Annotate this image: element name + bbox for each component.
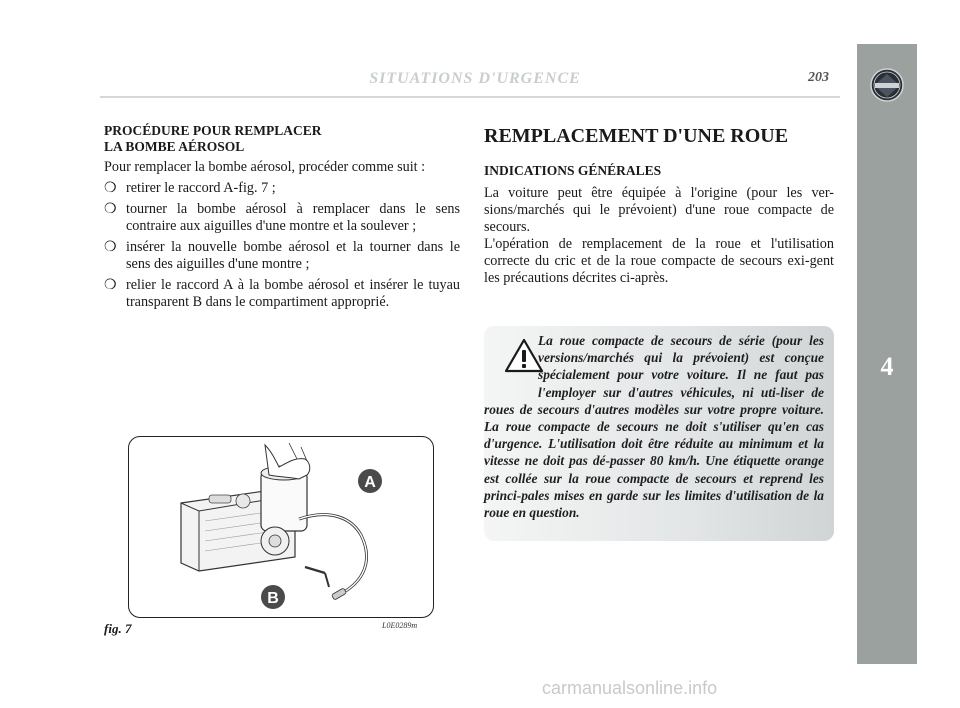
step-text: insérer la nouvelle bombe aérosol et la tourner dans le sens des aiguilles d'une montre ;: [126, 239, 460, 272]
lancia-logo-icon: [870, 68, 904, 102]
right-column: [484, 124, 834, 287]
list-item: [104, 201, 460, 235]
general-para-1: La voiture peut être équipée à l'origine (pour les ver-sions/marchés qui le prévoient) d'une roue compacte de secours.: [484, 185, 834, 235]
list-item: [104, 277, 460, 311]
left-column: [104, 123, 460, 315]
list-item: [104, 180, 460, 197]
compressor-illustration: [129, 437, 433, 617]
figure-7: [128, 436, 434, 618]
bullet-mark: ❍: [104, 202, 117, 217]
procedure-heading: [104, 123, 460, 155]
bullet-mark: ❍: [104, 240, 117, 255]
procedure-heading-line2: LA BOMBE AÉROSOL: [104, 139, 245, 154]
chapter-number: 4: [880, 352, 894, 381]
label-a: A: [364, 474, 376, 491]
icon-spacer: [484, 332, 538, 384]
section-heading: REMPLACEMENT D'UNE ROUE: [484, 125, 789, 147]
step-text: relier le raccord A à la bombe aérosol et insérer le tuyau transparent B dans le compartiment approprié.: [126, 277, 460, 310]
warning-box: [484, 326, 834, 541]
section-subheading: INDICATIONS GÉNÉRALES: [484, 163, 662, 178]
running-title: SITUATIONS D'URGENCE: [369, 70, 581, 87]
bullet-mark: ❍: [104, 278, 117, 293]
list-item: [104, 239, 460, 273]
procedure-intro: Pour remplacer la bombe aérosol, procéder comme suit :: [104, 159, 426, 175]
figure-caption: fig. 7: [104, 621, 132, 636]
page-number: 203: [808, 70, 829, 85]
label-b: B: [267, 590, 279, 607]
general-para-2: L'opération de remplacement de la roue et l'utilisation correcte du cric et de la roue compacte de secours exi-gent les précautions décrites ci-après.: [484, 236, 834, 286]
site-watermark: carmanualsonline.info: [542, 678, 718, 698]
procedure-steps: [104, 180, 460, 311]
step-text: tourner la bombe aérosol à remplacer dans le sens contraire aux aiguilles d'une montre et la soulever ;: [126, 201, 460, 234]
warning-text-wrapper: [484, 332, 824, 521]
header-rule: [100, 96, 840, 98]
step-text: retirer le raccord A-fig. 7 ;: [126, 180, 276, 196]
bullet-mark: ❍: [104, 181, 117, 196]
procedure-heading-line1: PROCÉDURE POUR REMPLACER: [104, 123, 322, 138]
figure-code: L0E0289m: [382, 621, 418, 630]
warning-text: La roue compacte de secours de série (pour les versions/marchés qui la prévoient) est conçue spécialement pour votre voiture. Il ne faut pas l'employer sur d'autres véhicules, ni uti-liser de roues de secours d'autres modèles sur votre propre voiture. La roue compacte de secours ne doit s'utiliser qu'en cas d'urgence. L'utilisation doit être réduite au minimum et la vitesse ne doit pas dé-passer 80 km/h. Une étiquette orange est collée sur la roue compacte de secours et reprend les princi-pales mises en garde sur les limites d'utilisation de la roue en question.: [484, 333, 824, 521]
